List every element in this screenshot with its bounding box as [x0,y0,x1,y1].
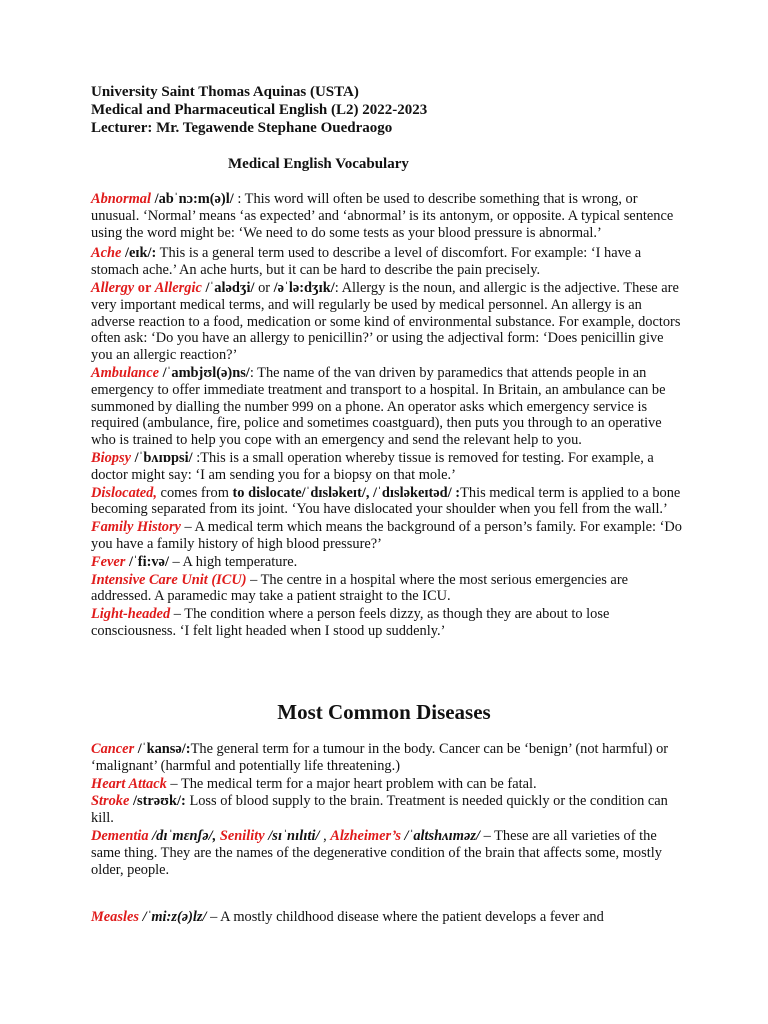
vocab-entry [91,606,683,640]
term-joiner: comes from [156,484,233,501]
pronunciation: /dɪˈmɛnʃə/, [152,827,217,844]
pronunciation: /ˈmi:z(ə)lz/ [142,909,207,926]
definition: :This is a small operation whereby tissue is removed for testing. For example, a doctor might say: ‘I am sending you for a biopsy on that mole.’ [91,449,654,483]
term-joiner: , [319,827,331,844]
definition: This medical term is applied to a bone becoming separated from its joint. ‘You have dislocated your shoulder when you fell from the wall.’ [91,484,681,518]
definition: – The centre in a hospital where the most serious emergencies are addressed. A paramedic may take a patient straight to the ICU. [91,571,629,605]
definition: – The condition where a person feels dizzy, as though they are about to lose consciousness. ‘I felt light headed when I stood up suddenly.’ [91,606,610,639]
vocab-entry [91,554,683,571]
disease-term-alt2: Alzheimer’s [330,827,401,844]
vocab-entry [91,572,683,606]
pronunciation: /eɪk/: [125,245,157,262]
course-title: Medical and Pharmaceutical English (L2) 2022-2023 [91,102,428,118]
diseases-list [91,741,683,927]
pronunciation-alt2: /ˈaltshʌɪməz/ [404,827,480,844]
vocab-entry [91,485,683,519]
pronunciation: /ˈalədʒi/ [205,279,255,296]
disease-term-alt: Senility [216,827,265,844]
pronunciation: /strəʊk/: [133,793,186,810]
vocab-term: Allergy [91,279,135,296]
pron-joiner: or [254,279,274,296]
paragraph-gap [91,879,683,909]
pronunciation: /ˈkansə/: [137,741,191,757]
definition: – The medical term for a major heart problem with can be fatal. [166,775,537,792]
disease-term: Cancer [91,741,135,757]
disease-entry [91,776,683,793]
vocab-entry [91,450,683,484]
vocab-term: Fever [91,553,126,570]
vocab-term: Abnormal [91,191,151,207]
pronunciation: /ˈbʌɪɒpsi/ [134,449,193,466]
disease-entry [91,793,683,827]
definition: : This word will often be used to describe something that is wrong, or unusual. ‘Normal’ means ‘as expected’ and ‘abnormal’ is its antonym, or opposite. A typical sentence using the word might be: ‘We need to do some tests as your blood pressure is abnormal.’ [91,191,674,241]
definition: Loss of blood supply to the brain. Treatment is needed quickly or the condition can kill. [91,793,668,827]
definition: : The name of the van driven by paramedics that attends people in an emergency to offer immediate treatment and transport to a hospital. In Britain, an ambulance can be summoned by dialling the number 999 on a phone. An operator asks which emergency service is required (ambulance, fire, police and sometimes coastguard), then puts you through to an operative who is trained to help you cope with an emergency and send the relevant help to you. [91,364,666,449]
definition: The general term for a tumour in the body. Cancer can be ‘benign’ (not harmful) or ‘malignant’ (harmful and potentially life threatening.) [91,741,669,774]
vocab-term: Family History [91,519,181,536]
disease-term: Measles [91,909,139,926]
definition: – These are all varieties of the same thing. They are the names of the degenerative condition of the brain that affects some, mostly older, people. [91,827,662,878]
university-name: University Saint Thomas Aquinas (USTA) [91,84,359,100]
disease-entry [91,828,683,878]
vocab-term: Dislocated, [91,484,157,501]
pronunciation: to dislocate/ˈdɪsləkeɪt/, /ˈdɪsləkeɪtəd/ : [232,484,461,501]
vocab-term: Ache [91,245,122,262]
vocab-entry [91,519,683,553]
vocab-entry [91,191,683,241]
vocab-term-alt: Allergic [154,279,202,296]
vocab-term: Intensive Care Unit (ICU) [91,571,247,588]
definition: – A mostly childhood disease where the patient develops a fever and [206,909,604,926]
disease-term: Dementia [91,827,149,844]
disease-term: Heart Attack [91,775,167,792]
vocab-term: Ambulance [91,364,159,381]
pronunciation-alt: /sɪˈnɪlɪti/ [268,827,320,844]
disease-entry [91,909,683,926]
vocabulary-list [91,191,683,641]
section-heading-diseases: Most Common Diseases [277,700,491,724]
pronunciation-alt: /əˈlə:dʒɪk/ [273,279,335,296]
pronunciation: /ˈfi:və/ [128,553,169,570]
definition: : Allergy is the noun, and allergic is the adjective. These are very important medical terms, and will regularly be used by medical personnel. An allergy is an adverse reaction to a food, medication or some kind of environmental substance. For example, doctors often ask: ‘Do you have an allergy to penicillin?’ or using the adjectival form: ‘Does penicillin give you an allergic reaction?’ [91,279,681,364]
definition: – A high temperature. [168,553,298,570]
definition: – A medical term which means the background of a person’s family. For example: ‘Do you have a family history of high blood pressure?’ [91,519,682,552]
vocab-term: Biopsy [91,449,131,466]
vocab-entry [91,365,683,449]
disease-term: Stroke [91,793,130,810]
document-header [91,83,427,137]
definition: This is a general term used to describe a level of discomfort. For example: ‘I have a stomach ache.’ An ache hurts, but it can be hard to describe the pain precisely. [91,245,642,279]
section-title-vocabulary: Medical English Vocabulary [228,156,409,172]
pronunciation: /abˈnɔ:m(ə)l/ [154,191,234,207]
vocab-entry [91,280,683,364]
pronunciation: /ˈambjʊl(ə)ns/ [162,364,250,381]
disease-entry [91,741,683,775]
lecturer-name: Lecturer: Mr. Tegawende Stephane Ouedraogo [91,120,393,136]
vocab-entry [91,245,683,279]
vocab-term: Light-headed [91,606,171,623]
term-joiner: or [134,279,155,296]
